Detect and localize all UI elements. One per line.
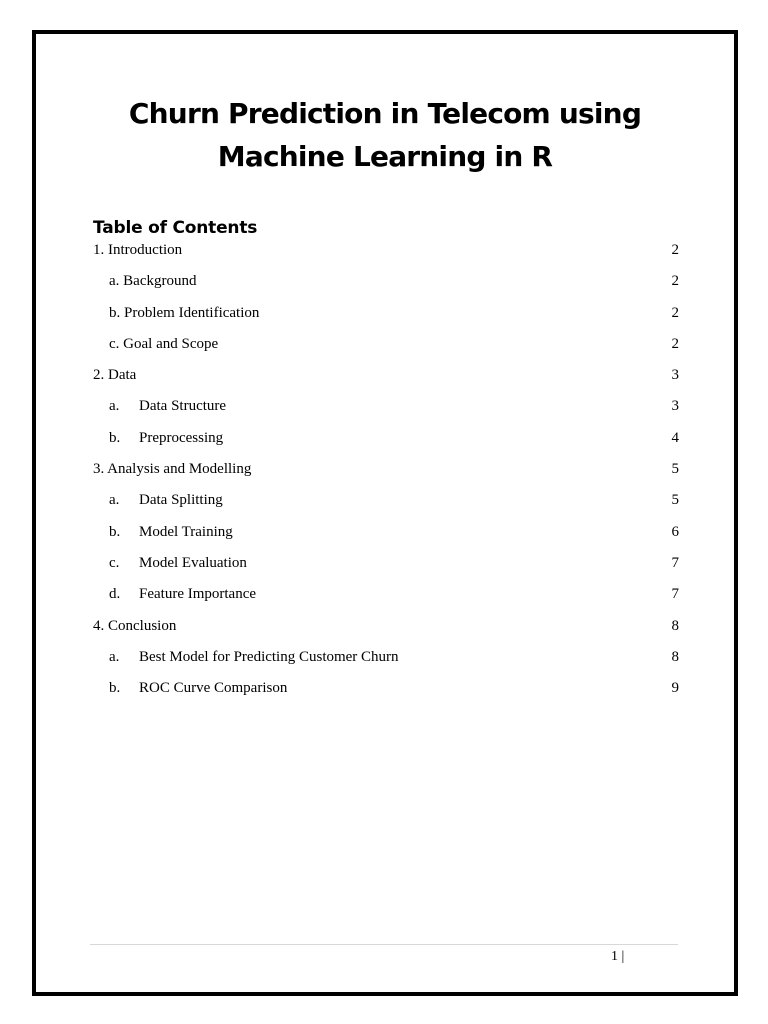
toc-entry-page-number: 5	[671, 492, 679, 509]
toc-entry-page-number: 4	[671, 429, 679, 446]
toc-entry-title: Feature Importance	[139, 586, 257, 603]
toc-entry-marker: b.	[109, 523, 121, 540]
toc-entry-title: Preprocessing	[139, 429, 224, 446]
toc-entry[interactable]	[93, 428, 679, 459]
toc-entry-marker: a.	[109, 398, 120, 415]
title-line: Churn Prediction in Telecom using	[128, 97, 642, 130]
toc-entry[interactable]	[93, 365, 679, 396]
toc-entry-page-number: 8	[671, 617, 679, 634]
toc-entry-marker: a.	[109, 492, 120, 509]
toc-entry[interactable]	[93, 334, 679, 365]
toc-entry-title: 2. Data	[93, 367, 137, 384]
toc-entry-title: Data Splitting	[139, 492, 223, 509]
toc-entry-marker: b.	[109, 680, 121, 697]
toc-entry[interactable]	[93, 616, 679, 647]
toc-entry-page-number: 7	[671, 554, 679, 571]
toc-entry-title: ROC Curve Comparison	[139, 680, 288, 697]
toc-entry-marker: b.	[109, 429, 121, 446]
toc-entry-marker: d.	[109, 586, 121, 603]
toc-entry-page-number: 7	[671, 586, 679, 603]
toc-entry-title: Data Structure	[139, 398, 227, 415]
toc-entry-page-number: 6	[671, 523, 679, 540]
toc-entry-title: b. Problem Identification	[109, 304, 260, 321]
title-line: Machine Learning in R	[217, 140, 553, 173]
page-edge-line	[32, 993, 738, 994]
toc-entry[interactable]	[93, 271, 679, 302]
document-page	[32, 30, 738, 996]
toc-entry[interactable]	[93, 584, 679, 615]
page-number: 1 |	[611, 949, 625, 964]
toc-entry-page-number: 2	[671, 335, 679, 352]
toc-entry-title: c. Goal and Scope	[109, 335, 219, 352]
toc-entry-title: Model Training	[139, 523, 233, 540]
toc-entry-title: 1. Introduction	[93, 242, 183, 258]
toc-entry-page-number: 9	[671, 680, 679, 697]
toc-entry-page-number: 5	[671, 461, 679, 478]
toc-entry[interactable]	[93, 303, 679, 334]
toc-entry-title: Model Evaluation	[139, 554, 247, 571]
toc-entry-title: 3. Analysis and Modelling	[93, 461, 252, 478]
toc-entry[interactable]	[93, 490, 679, 521]
toc-entry-page-number: 3	[671, 398, 679, 415]
toc-entry-page-number: 3	[671, 367, 679, 384]
toc-entry-title: Best Model for Predicting Customer Churn	[139, 648, 399, 665]
toc-entry[interactable]	[93, 678, 679, 709]
toc-entry-page-number: 8	[671, 648, 679, 665]
toc-entry-marker: c.	[109, 554, 120, 571]
toc-entry[interactable]	[93, 459, 679, 490]
toc-entry[interactable]	[93, 396, 679, 427]
toc-entry[interactable]	[93, 240, 679, 271]
table-of-contents	[93, 240, 679, 709]
toc-entry-page-number: 2	[671, 242, 679, 258]
toc-entry-page-number: 2	[671, 304, 679, 321]
document-title	[36, 92, 734, 178]
toc-entry[interactable]	[93, 522, 679, 553]
toc-entry[interactable]	[93, 647, 679, 678]
footer-divider	[90, 944, 678, 945]
toc-entry-title: a. Background	[109, 273, 197, 290]
toc-entry-marker: a.	[109, 648, 120, 665]
toc-heading: Table of Contents	[93, 218, 258, 238]
toc-entry[interactable]	[93, 553, 679, 584]
toc-entry-page-number: 2	[671, 273, 679, 290]
toc-entry-title: 4. Conclusion	[93, 617, 177, 634]
